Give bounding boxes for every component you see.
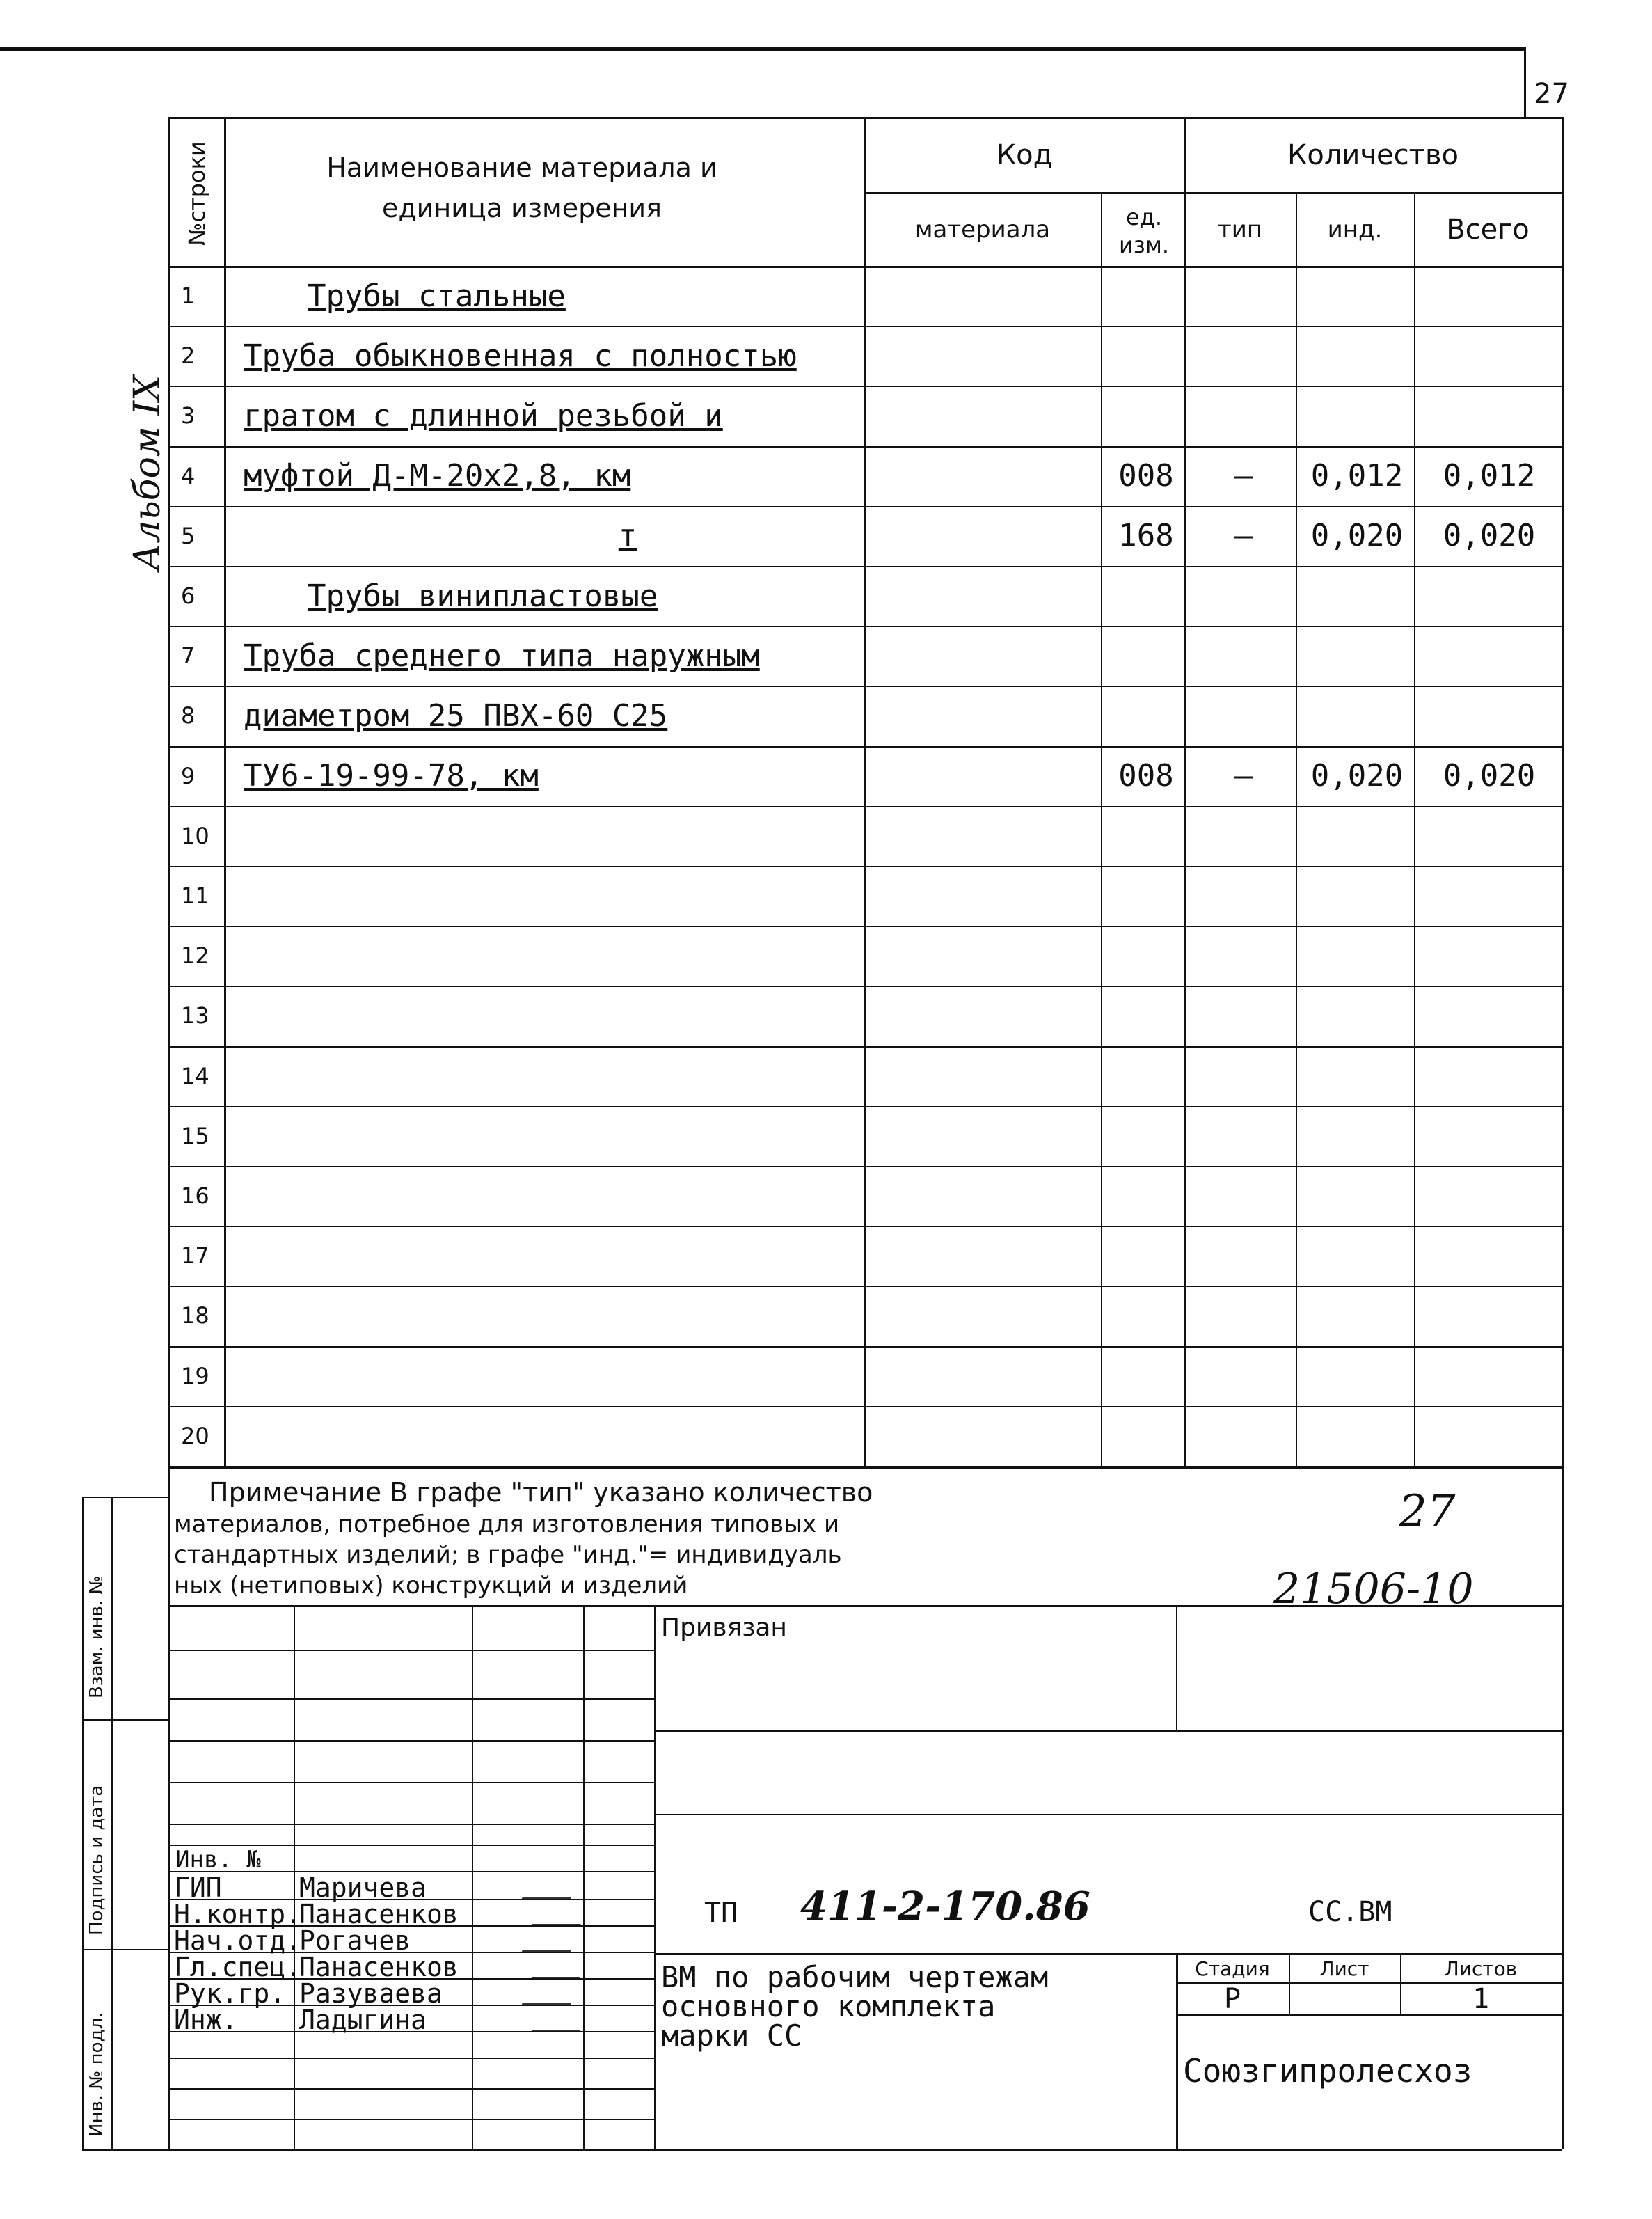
corner-number: 27	[1399, 1486, 1456, 1538]
material-name-cell	[238, 1046, 864, 1106]
header-material-name: Наименование материала и единица измерения	[326, 152, 717, 223]
table-row	[168, 986, 1562, 1045]
row-number: 20	[181, 1422, 209, 1449]
stamp-col-left	[82, 1497, 84, 2149]
sheets-label: Листов	[1444, 1957, 1518, 1980]
qty-ind-cell	[1301, 626, 1413, 686]
qty-total-cell: 0,020	[1443, 758, 1536, 794]
material-code-cell	[871, 1166, 1094, 1226]
table-row	[168, 686, 1562, 745]
mark-code: СС.ВМ	[1308, 1896, 1392, 1928]
material-code-cell	[871, 326, 1094, 386]
qty-ind-cell	[1301, 1346, 1413, 1406]
tb-top	[168, 1605, 1562, 1607]
material-name-cell	[238, 1166, 864, 1226]
stamp-row-3	[82, 1949, 168, 1950]
stamp-col-mid	[111, 1497, 113, 2149]
row-number: 6	[181, 583, 196, 610]
material-code-cell	[871, 1046, 1094, 1106]
row-number: 2	[181, 342, 196, 370]
material-name-cell	[238, 1406, 864, 1466]
bound-label: Привязан	[661, 1613, 787, 1642]
tp-prefix: ТП	[704, 1897, 738, 1929]
qty-type-cell	[1191, 626, 1296, 686]
material-name-cell: т	[618, 518, 637, 554]
qty-ind-cell	[1301, 926, 1413, 986]
staff-grid-line	[168, 2088, 654, 2090]
material-code-cell	[871, 686, 1094, 745]
material-code-cell	[871, 386, 1094, 445]
tb-left-section-div	[654, 1605, 656, 2149]
row-number: 19	[181, 1362, 209, 1389]
signature	[522, 1927, 585, 1952]
staff-grid-line	[168, 1740, 654, 1742]
qty-ind-cell	[1301, 566, 1413, 626]
material-name-cell: Трубы винипластовые	[308, 578, 658, 614]
unit-code-cell: 168	[1118, 518, 1174, 554]
material-code-cell	[871, 1346, 1094, 1406]
qty-total-cell	[1420, 1106, 1559, 1166]
row-number: 14	[181, 1062, 209, 1089]
signature	[532, 1953, 595, 1978]
album-label: Альбом IX	[127, 374, 168, 571]
qty-type-cell: –	[1234, 758, 1253, 794]
staff-col-1	[294, 1605, 295, 2149]
material-name-cell: ТУ6-19-99-78, км	[244, 758, 539, 794]
staff-grid-line	[168, 2058, 654, 2059]
qty-total-cell	[1420, 686, 1559, 745]
staff-name: Панасенков	[299, 1952, 459, 1982]
row-number: 5	[181, 522, 196, 549]
staff-grid-line	[168, 1650, 654, 1651]
material-name-cell: гратом с длинной резьбой и	[244, 397, 723, 434]
qty-ind-cell	[1301, 1106, 1413, 1166]
unit-code-cell	[1108, 986, 1184, 1045]
table-row	[168, 1046, 1562, 1106]
table-row	[168, 746, 1562, 806]
stamp-row-2	[82, 1719, 168, 1721]
staff-grid-line	[168, 1782, 654, 1783]
material-code-cell	[871, 506, 1094, 566]
material-name-cell: Трубы стальные	[308, 278, 566, 314]
staff-role: Инж.	[174, 2005, 238, 2035]
qty-total-cell: 0,012	[1443, 458, 1536, 494]
staff-role: Гл.спец.	[174, 1952, 302, 1982]
qty-ind-cell	[1301, 326, 1413, 386]
qty-ind-cell: 0,020	[1310, 518, 1404, 554]
row-number: 10	[181, 822, 209, 849]
staff-name: Ладыгина	[299, 2005, 427, 2035]
table-row	[168, 1106, 1562, 1166]
tb-bottom	[168, 2149, 1562, 2151]
top-border	[0, 47, 1524, 51]
qty-total-cell	[1420, 1346, 1559, 1406]
unit-code-cell	[1108, 1346, 1184, 1406]
sheet-number: 27	[1534, 78, 1569, 110]
stamp-sign-date: Подпись и дата	[86, 1785, 107, 1935]
unit-code-cell	[1108, 1286, 1184, 1345]
staff-name: Разуваева	[299, 1978, 443, 2009]
stage-label: Стадия	[1195, 1957, 1270, 1980]
qty-ind-cell	[1301, 1406, 1413, 1466]
material-code-cell	[871, 266, 1094, 326]
qty-type-cell	[1191, 1106, 1296, 1166]
staff-grid-line	[168, 2119, 654, 2120]
header-qty: Количество	[1287, 139, 1459, 171]
note-line-2: материалов, потребное для изготовления типовых и	[174, 1510, 840, 1538]
unit-code-cell	[1108, 566, 1184, 626]
qty-ind-cell	[1301, 1226, 1413, 1286]
row-number: 16	[181, 1183, 209, 1210]
header-qty-type: тип	[1217, 216, 1263, 244]
row-number: 11	[181, 883, 209, 910]
staff-grid-line	[168, 1698, 654, 1700]
unit-code-cell	[1108, 266, 1184, 326]
staff-role: Н.контр.	[174, 1899, 302, 1929]
note-line-3: стандартных изделий; в графе "инд."= индивидуаль	[174, 1541, 842, 1569]
table-row	[168, 566, 1562, 626]
material-code-cell	[871, 986, 1094, 1045]
unit-code-cell	[1108, 326, 1184, 386]
qty-ind-cell	[1301, 386, 1413, 445]
unit-code-cell: 008	[1118, 758, 1174, 794]
table-row	[168, 926, 1562, 986]
material-name-cell	[238, 1106, 864, 1166]
row-number: 8	[181, 702, 196, 729]
staff-col-3	[583, 1605, 585, 2149]
table-row	[168, 806, 1562, 866]
material-code-cell	[871, 446, 1094, 506]
qty-ind-cell	[1301, 1166, 1413, 1226]
material-name-cell	[238, 866, 864, 926]
header-mid	[864, 192, 1562, 194]
staff-role: Нач.отд.	[174, 1925, 302, 1956]
stamp-inv-orig: Инв. № подл.	[86, 2012, 107, 2137]
table-row	[168, 446, 1562, 506]
material-code-cell	[871, 1226, 1094, 1286]
tp-number: 411-2-170.86	[800, 1884, 1090, 1929]
material-name-cell: муфтой Д-М-20х2,8, км	[244, 458, 631, 494]
qty-type-cell	[1191, 386, 1296, 445]
qty-ind-cell	[1301, 686, 1413, 745]
material-name-cell	[238, 1286, 864, 1345]
qty-type-cell	[1191, 326, 1296, 386]
qty-type-cell	[1191, 1286, 1296, 1345]
staff-role: Рук.гр.	[174, 1978, 286, 2009]
table-bottom	[168, 1466, 1562, 1469]
stamp-replace-inv: Взам. инв. №	[86, 1575, 107, 1698]
qty-type-cell	[1191, 686, 1296, 745]
material-name-cell	[238, 806, 864, 866]
qty-ind-cell: 0,012	[1310, 458, 1404, 494]
unit-code-cell	[1108, 1166, 1184, 1226]
table-row	[168, 326, 1562, 386]
qty-type-cell	[1191, 266, 1296, 326]
table-row	[168, 1406, 1562, 1466]
material-name-cell	[238, 1226, 864, 1286]
material-code-cell	[871, 1106, 1094, 1166]
row-number: 4	[181, 462, 196, 489]
qty-ind-cell	[1301, 266, 1413, 326]
header-qty-ind: инд.	[1327, 216, 1383, 244]
table-row	[168, 1226, 1562, 1286]
staff-name: Панасенков	[299, 1899, 459, 1929]
note-line-4: ных (нетиповых) конструкций и изделий	[174, 1572, 688, 1600]
material-name-cell	[238, 926, 864, 986]
unit-code-cell	[1108, 926, 1184, 986]
qty-ind-cell: 0,020	[1310, 758, 1404, 794]
table-row	[168, 266, 1562, 326]
unit-code-cell	[1108, 1406, 1184, 1466]
qty-type-cell	[1191, 926, 1296, 986]
qty-ind-cell	[1301, 1046, 1413, 1106]
unit-code-cell	[1108, 386, 1184, 445]
sheets-value: 1	[1472, 1983, 1490, 2015]
signature	[532, 1900, 595, 1925]
unit-code-cell	[1108, 1226, 1184, 1286]
row-number: 15	[181, 1122, 209, 1149]
signature	[532, 2006, 595, 2031]
unit-code-cell	[1108, 686, 1184, 745]
qty-ind-cell	[1301, 986, 1413, 1045]
header-row-no: №строки	[184, 141, 210, 246]
header-code-material: материала	[914, 216, 1051, 244]
unit-code-cell: 008	[1118, 458, 1174, 494]
staff-grid-line	[168, 1824, 654, 1825]
material-name-cell: диаметром 25 ПВХ-60 С25	[244, 697, 668, 734]
qty-type-cell	[1191, 566, 1296, 626]
qty-type-cell: –	[1234, 458, 1253, 494]
tb-bound-div	[1176, 1605, 1177, 1730]
qty-type-cell	[1191, 986, 1296, 1045]
table-row	[168, 1166, 1562, 1226]
qty-type-cell	[1191, 806, 1296, 866]
sheet-value	[1289, 1984, 1400, 2014]
material-code-cell	[871, 926, 1094, 986]
row-number: 12	[181, 942, 209, 970]
qty-total-cell	[1420, 1286, 1559, 1345]
table-row	[168, 386, 1562, 445]
header-code: Код	[996, 139, 1053, 171]
staff-role: ГИП	[174, 1872, 222, 1903]
qty-total-cell	[1420, 626, 1559, 686]
sheet-number-box-divider	[1524, 47, 1526, 117]
stamp-row-1	[82, 1497, 168, 1498]
table-row	[168, 866, 1562, 926]
qty-type-cell	[1191, 1346, 1296, 1406]
material-code-cell	[871, 866, 1094, 926]
note-line-1: Примечание В графе "тип" указано количество	[209, 1477, 873, 1508]
table-row	[168, 1286, 1562, 1345]
doc-title: ВМ по рабочим чертежам основного комплекта марки СС	[661, 1960, 1049, 2053]
qty-type-cell	[1191, 1046, 1296, 1106]
qty-total-cell	[1420, 866, 1559, 926]
tb-tp-top	[654, 1814, 1562, 1815]
unit-code-cell	[1108, 1046, 1184, 1106]
unit-code-cell	[1108, 866, 1184, 926]
material-code-cell	[871, 566, 1094, 626]
qty-total-cell	[1420, 1226, 1559, 1286]
qty-total-cell	[1420, 926, 1559, 986]
qty-total-cell: 0,020	[1443, 518, 1536, 554]
unit-code-cell	[1108, 626, 1184, 686]
qty-total-cell	[1420, 986, 1559, 1045]
header-qty-total: Всего	[1446, 214, 1530, 246]
unit-code-cell	[1108, 806, 1184, 866]
qty-type-cell	[1191, 1166, 1296, 1226]
qty-total-cell	[1420, 806, 1559, 866]
qty-ind-cell	[1301, 866, 1413, 926]
qty-ind-cell	[1301, 806, 1413, 866]
qty-type-cell	[1191, 1226, 1296, 1286]
qty-total-cell	[1420, 266, 1559, 326]
table-row	[168, 626, 1562, 686]
qty-total-cell	[1420, 326, 1559, 386]
qty-total-cell	[1420, 386, 1559, 445]
unit-code-cell	[1108, 1106, 1184, 1166]
row-number: 3	[181, 402, 196, 429]
signature	[522, 1874, 585, 1899]
table-row	[168, 1346, 1562, 1406]
qty-type-cell: –	[1234, 518, 1253, 554]
stage-value: Р	[1223, 1983, 1241, 2015]
material-name-cell	[238, 986, 864, 1045]
qty-total-cell	[1420, 1406, 1559, 1466]
qty-type-cell	[1191, 1406, 1296, 1466]
sheet-label: Лист	[1319, 1957, 1369, 1980]
material-name-cell: Труба обыкновенная с полностью	[244, 338, 797, 374]
material-code-cell	[871, 806, 1094, 866]
material-code-cell	[871, 746, 1094, 806]
material-name-cell	[238, 1346, 864, 1406]
row-number: 18	[181, 1302, 209, 1329]
material-code-cell	[871, 626, 1094, 686]
staff-name: Маричева	[299, 1872, 427, 1903]
organization: Союзгипролесхоз	[1183, 2052, 1472, 2090]
row-number: 9	[181, 762, 196, 789]
row-number: 13	[181, 1002, 209, 1029]
row-number: 1	[181, 283, 196, 310]
qty-total-cell	[1420, 566, 1559, 626]
qty-type-cell	[1191, 866, 1296, 926]
document-code: 21506-10	[1273, 1565, 1474, 1613]
row-number: 17	[181, 1242, 209, 1270]
header-code-unit: ед. изм.	[1118, 204, 1170, 258]
staff-col-2	[472, 1605, 473, 2149]
material-code-cell	[871, 1286, 1094, 1345]
qty-total-cell	[1420, 1046, 1559, 1106]
inv-label: Инв. №	[175, 1846, 261, 1874]
table-row	[168, 506, 1562, 566]
stamp-row-4	[82, 2149, 168, 2151]
signature	[522, 1980, 585, 2005]
qty-ind-cell	[1301, 1286, 1413, 1345]
staff-name: Рогачев	[299, 1925, 411, 1956]
table-right-border	[1562, 117, 1564, 2149]
tb-bound-bottom	[654, 1730, 1562, 1732]
qty-total-cell	[1420, 1166, 1559, 1226]
material-name-cell: Труба среднего типа наружным	[244, 638, 760, 674]
material-code-cell	[871, 1406, 1094, 1466]
row-number: 7	[181, 642, 196, 670]
